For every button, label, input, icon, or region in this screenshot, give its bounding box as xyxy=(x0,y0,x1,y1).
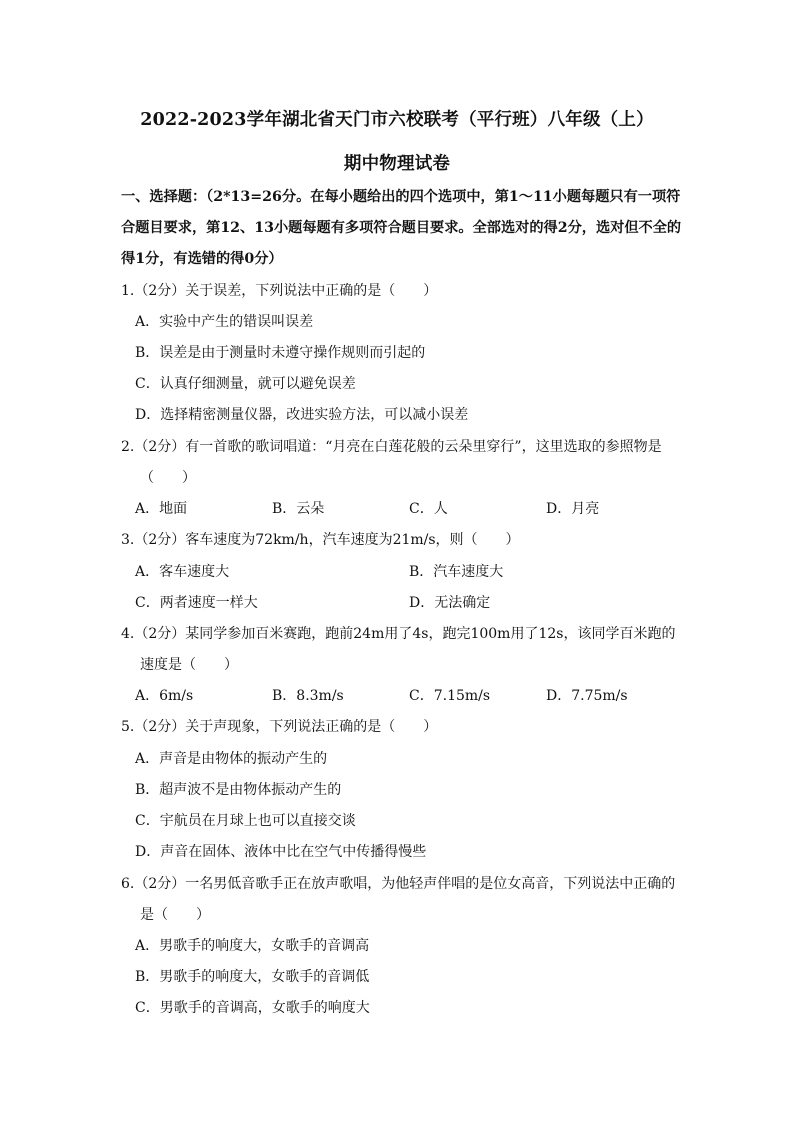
question-6-option-c: C．男歌手的音调高，女歌手的响度大 xyxy=(135,1000,370,1016)
question-4-option-d: D．7.75m/s xyxy=(546,688,628,704)
question-4-option-c: C．7.15m/s xyxy=(409,688,491,704)
question-3-option-b: B．汽车速度大 xyxy=(409,564,504,580)
question-3-options-row2 xyxy=(135,592,683,612)
section-header-line3: 得1分，有选错的得0分） xyxy=(121,251,283,267)
question-5-stem: 5.（2分）关于声现象，下列说法正确的是（ ） xyxy=(121,719,438,735)
question-3-options-row1 xyxy=(135,561,683,581)
question-1-option-c: C．认真仔细测量，就可以避免误差 xyxy=(135,376,356,392)
exam-title-line2: 期中物理试卷 xyxy=(343,154,451,174)
question-1-stem: 1.（2分）关于误差，下列说法中正确的是（ ） xyxy=(121,283,438,299)
question-6-stem-continued: 是（ ） xyxy=(140,907,210,923)
question-6-stem: 6.（2分）一名男低音歌手正在放声歌唱，为他轻声伴唱的是位女高音，下列说法中正确的 xyxy=(121,876,676,892)
question-3-option-c: C．两者速度一样大 xyxy=(135,595,258,611)
question-3-option-d: D．无法确定 xyxy=(409,595,491,611)
question-4-options xyxy=(135,685,683,705)
question-1-option-a: A．实验中产生的错误叫误差 xyxy=(135,314,314,330)
exam-title-line1: 2022-2023学年湖北省天门市六校联考（平行班）八年级（上） xyxy=(140,110,654,130)
question-5-option-d: D．声音在固体、液体中比在空气中传播得慢些 xyxy=(135,844,427,860)
question-2-stem: 2.（2分）有一首歌的歌词唱道：“月亮在白莲花般的云朵里穿行”，这里选取的参照物是 xyxy=(121,439,662,455)
question-2-option-a: A．地面 xyxy=(135,501,188,517)
question-4-stem-continued: 速度是（ ） xyxy=(140,657,238,673)
question-5-option-b: B．超声波不是由物体振动产生的 xyxy=(135,782,342,798)
question-3-option-a: A．客车速度大 xyxy=(135,564,230,580)
question-5-option-a: A．声音是由物体的振动产生的 xyxy=(135,751,328,767)
section-header-line2: 合题目要求，第12、13小题每题有多项符合题目要求。全部选对的得2分，选对但不全的 xyxy=(121,220,682,236)
question-2-stem-continued: （ ） xyxy=(140,470,196,486)
question-2-option-c: C．人 xyxy=(409,501,448,517)
question-1-option-d: D．选择精密测量仪器，改进实验方法，可以减小误差 xyxy=(135,407,469,423)
question-2-option-d: D．月亮 xyxy=(546,501,600,517)
question-3-stem: 3.（2分）客车速度为72km/h，汽车速度为21m/s，则（ ） xyxy=(121,532,520,548)
question-1-option-b: B．误差是由于测量时未遵守操作规则而引起的 xyxy=(135,345,426,361)
question-4-option-a: A．6m/s xyxy=(135,688,194,704)
question-6-option-a: A．男歌手的响度大，女歌手的音调高 xyxy=(135,938,370,954)
question-4-option-b: B．8.3m/s xyxy=(272,688,344,704)
section-header-line1: 一、选择题：（2*13=26分。在每小题给出的四个选项中，第1～11小题每题只有一项符 xyxy=(121,189,681,205)
question-2-options xyxy=(135,498,683,518)
question-4-stem: 4.（2分）某同学参加百米赛跑，跑前24m用了4s，跑完100m用了12s，该同学百米跑的 xyxy=(121,626,676,642)
question-6-option-b: B．男歌手的响度大，女歌手的音调低 xyxy=(135,969,370,985)
question-2-option-b: B．云朵 xyxy=(272,501,325,517)
question-5-option-c: C．宇航员在月球上也可以直接交谈 xyxy=(135,813,356,829)
